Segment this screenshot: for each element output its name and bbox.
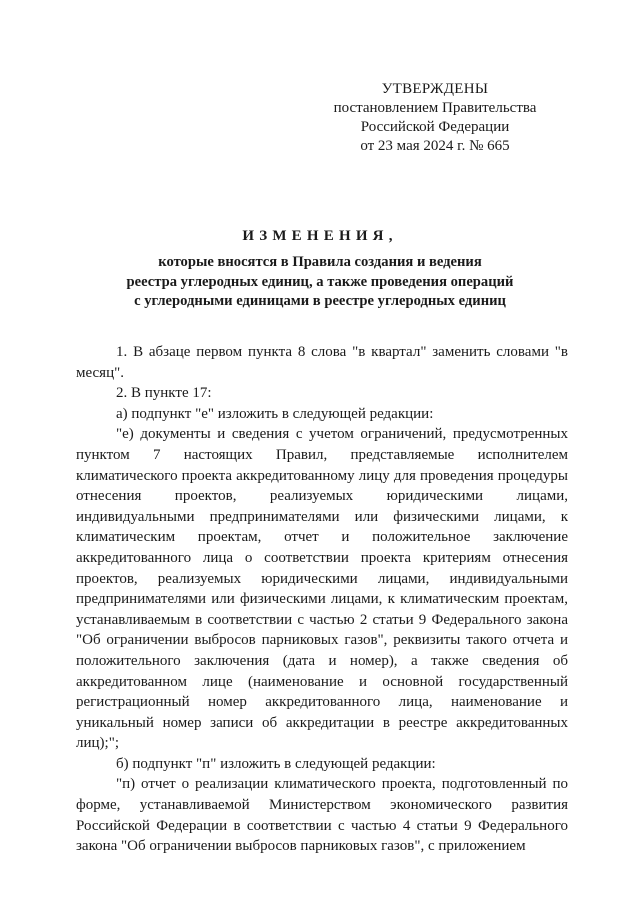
paragraph-item-1: 1. В абзаце первом пункта 8 слова "в квартал" заменить словами "в месяц". [76, 344, 568, 381]
approval-title: УТВЕРЖДЕНЫ [381, 81, 489, 97]
paragraph-subitem-b: б) подпункт "п" изложить в следующей редакции: [116, 755, 436, 772]
document-subtitle-line-3: с углеродными единицами в реестре углеродных единиц [134, 293, 506, 309]
paragraph-subitem-a: а) подпункт "е" изложить в следующей редакции: [116, 405, 434, 422]
document-title: ИЗМЕНЕНИЯ, [242, 228, 398, 244]
document-subtitle-line-1: которые вносятся в Правила создания и ведения [158, 254, 482, 270]
document-body [76, 342, 568, 857]
document-subtitle-line-2: реестра углеродных единиц, а также проведения операций [126, 273, 514, 290]
paragraph-subitem-e-text: "е) документы и сведения с учетом ограничений, предусмотренных пунктом 7 настоящих Правил, представляемые исполнителем климатического проекта аккредитованному лицу для проведения процедуры отнесения проектов, реализуемых юридическими лицами, индивидуальными предпринимателями или физическими лицами, к климатическим проектам, отчет и положительное заключение аккредитованного лица о соответствии проекта критериям отнесения проектов, реализуемых юридическими лицами, индивидуальными предпринимателями или физическими лицами, к климатическим проектам, устанавливаемым в соответствии с частью 2 статьи 9 Федерального закона "Об ограничении выбросов парниковых газов", реквизиты такого отчета и положительного заключения (дата и номер), а также сведения об аккредитованном лице (наименование и основной государственный регистрационный номер аккредитованного лица, наименование и уникальный номер записи об аккредитации в реестре аккредитованных лиц);"; [76, 426, 568, 752]
approval-line-3: от 23 мая 2024 г. № 665 [360, 138, 510, 154]
paragraph-subitem-p-text: "п) отчет о реализации климатического проекта, подготовленный по форме, устанавливаемой Министерством экономического развития Российской Федерации в соответствии с частью 4 статьи 9 Федерального закона "Об ограничении выбросов парниковых газов", с приложением [76, 776, 568, 855]
paragraph-item-2: 2. В пункте 17: [116, 385, 212, 402]
approval-block [330, 80, 540, 156]
document-heading [60, 226, 580, 312]
approval-line-1: постановлением Правительства [333, 100, 537, 116]
approval-line-2: Российской Федерации [360, 119, 510, 135]
